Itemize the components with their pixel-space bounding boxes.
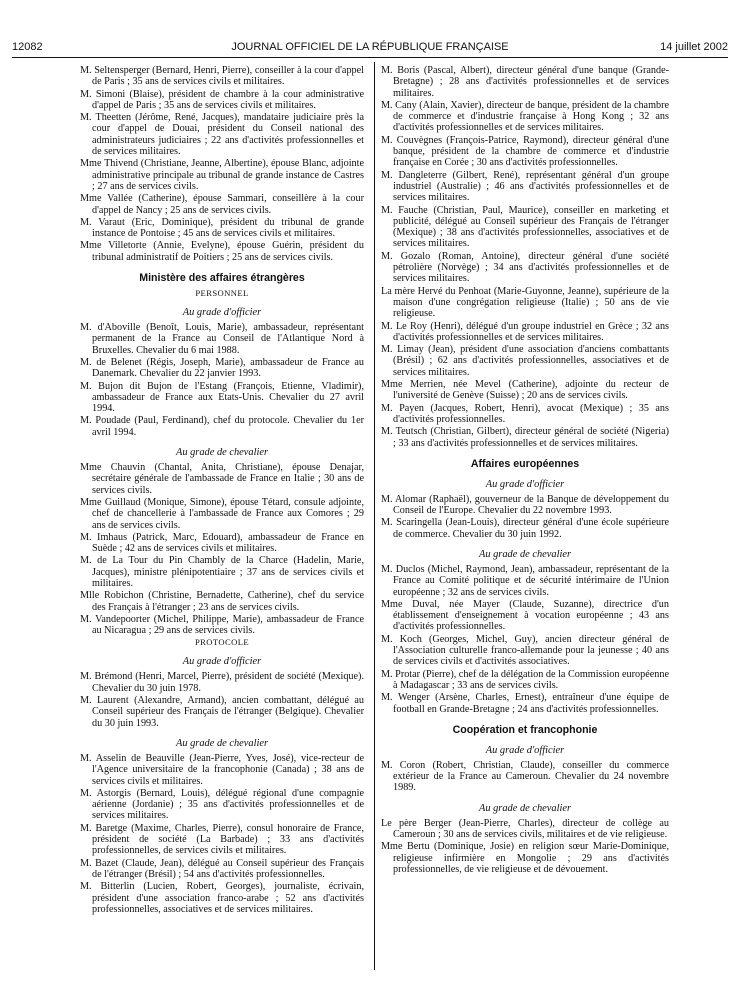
honoree-entry: Mme Merrien, née Mevel (Catherine), adjointe du recteur de l'université de Genève (Suisse) ; 20 ans de services civils. — [381, 379, 669, 402]
grade-heading: Au grade d'officier — [182, 656, 262, 668]
honoree-entry: M. Duclos (Michel, Raymond, Jean), ambassadeur, représentant de la France au Comité politique et de sécurité intérimaire de l'Union européenne ; 32 ans de services civils. — [381, 563, 669, 598]
honoree-entry: M. Imhaus (Patrick, Marc, Edouard), ambassadeur de France en Suède ; 42 ans de services civils et militaires. — [80, 531, 364, 555]
right-column — [381, 65, 669, 876]
honoree-entry: M. Vandepoorter (Michel, Philippe, Marie), ambassadeur de France au Nicaragua ; 29 ans de services civils. — [80, 613, 364, 637]
journal-title: JOURNAL OFFICIEL DE LA RÉPUBLIQUE FRANÇAISE — [231, 41, 509, 53]
honoree-entry: Mme Thivend (Christiane, Jeanne, Albertine), épouse Blanc, adjointe administrative principale au tribunal de grande instance de Castres ; 27 ans de services civils. — [80, 158, 364, 192]
honoree-entry: M. Payen (Jacques, Robert, Henri), avocat (Mexique) ; 35 ans d'activités professionnelles. — [381, 402, 669, 425]
honoree-entry: M. Seltensperger (Bernard, Henri, Pierre), conseiller à la cour d'appel de Paris ; 35 ans de services civils et militaires. — [80, 65, 364, 88]
honoree-entry: M. de La Tour du Pin Chambly de la Charce (Hadelin, Marie, Jacques), ministre plénipotentiaire ; 37 ans de services civils et militaires. — [80, 555, 364, 589]
honoree-entry: Le père Berger (Jean-Pierre, Charles), directeur de collège au Cameroun ; 30 ans de services civils, militaires et de vie religieuse. — [381, 817, 669, 841]
honoree-entry: M. Poudade (Paul, Ferdinand), chef du protocole. Chevalier du 1er avril 1994. — [80, 415, 364, 438]
left-column — [80, 65, 364, 916]
page-number: 12082 — [12, 41, 43, 53]
grade-heading: Au grade de chevalier — [175, 447, 269, 459]
honoree-entry: Mme Guillaud (Monique, Simone), épouse Tétard, consule adjointe, chef de chancellerie à l'ambassade de France aux Comores ; 29 ans de services civils. — [80, 496, 364, 531]
honoree-entry: M. Brémond (Henri, Marcel, Pierre), président de société (Mexique). Chevalier du 30 juin 1978. — [80, 671, 364, 694]
header-rule — [12, 57, 728, 58]
honoree-entry: M. Koch (Georges, Michel, Guy), ancien directeur général de l'Association culturelle franco-allemande pour la jeunesse ; 40 ans de services civils et d'activités associatives. — [381, 633, 669, 668]
honoree-entry: M. Le Roy (Henri), délégué d'un groupe industriel en Grèce ; 32 ans d'activités professionnelles et de services militaires. — [381, 320, 669, 343]
honoree-entry: M. Laurent (Alexandre, Armand), ancien combattant, délégué au Conseil supérieur des Français de l'étranger (Belgique). Chevalier du 30 juin 1993. — [80, 695, 364, 729]
honoree-entry: Mme Vallée (Catherine), épouse Sammari, conseillère à la cour d'appel de Nancy ; 25 ans de services civils. — [80, 193, 364, 216]
subsection-heading: PERSONNEL — [195, 288, 249, 299]
honoree-entry: M. Bujon dit Bujon de l'Estang (François, Etienne, Vladimir), ambassadeur de France aux Etats-Unis. Chevalier du 27 avril 1994. — [80, 380, 364, 415]
grade-heading: Au grade d'officier — [485, 478, 565, 490]
section-heading: Affaires européennes — [470, 457, 580, 470]
page-header — [12, 41, 728, 55]
honoree-entry: Mme Villetorte (Annie, Evelyne), épouse Guérin, président du tribunal administratif de Poitiers ; 25 ans de services civils. — [80, 240, 364, 263]
column-divider — [374, 62, 375, 970]
grade-heading: Au grade de chevalier — [478, 802, 572, 814]
honoree-entry: Mme Duval, née Mayer (Claude, Suzanne), directrice d'un établissement d'enseignement à vocation européenne ; 43 ans d'activités professionnelles. — [381, 598, 669, 633]
honoree-entry: M. Boris (Pascal, Albert), directeur général d'une banque (Grande-Bretagne) ; 28 ans d'activités professionnelles et de services militaires. — [381, 65, 669, 99]
honoree-entry: Mlle Robichon (Christine, Bernadette, Catherine), chef du service des Français à l'étranger ; 23 ans de services civils. — [80, 590, 364, 613]
honoree-entry: La mère Hervé du Penhoat (Marie-Guyonne, Jeanne), supérieure de la maison d'une congrégation religieuse (Italie) ; 50 ans de vie religieuse. — [381, 285, 669, 320]
honoree-entry: M. Wenger (Arsène, Charles, Ernest), entraîneur d'une équipe de football en Grande-Bretagne ; 24 ans d'activités professionnelles. — [381, 692, 669, 715]
subsection-heading: PROTOCOLE — [194, 637, 250, 648]
grade-heading: Au grade d'officier — [182, 307, 262, 319]
section-heading: Coopération et francophonie — [452, 723, 598, 736]
honoree-entry: M. Coron (Robert, Christian, Claude), conseiller du commerce extérieur de la France au Cameroun. Chevalier du 24 novembre 1989. — [381, 759, 669, 794]
honoree-entry: M. Alomar (Raphaël), gouverneur de la Banque de développement du Conseil de l'Europe. Chevalier du 22 novembre 1993. — [381, 493, 669, 517]
honoree-entry: M. de Belenet (Régis, Joseph, Marie), ambassadeur de France au Danemark. Chevalier du 22 janvier 1993. — [80, 356, 364, 380]
honoree-entry: M. Dangleterre (Gilbert, René), représentant général d'un groupe industriel (Australie) ; 46 ans d'activités professionnelles et de services militaires. — [381, 169, 669, 204]
section-heading: Ministère des affaires étrangères — [139, 272, 305, 285]
honoree-entry: M. Gozalo (Roman, Antoine), directeur général d'une société pétrolière (Norvège) ; 34 ans d'activités professionnelles et de services militaires. — [381, 250, 669, 285]
honoree-entry: M. Baretge (Maxime, Charles, Pierre), consul honoraire de France, président de société (La Barbade) ; 33 ans d'activités professionnelles, de services civils et militaires. — [80, 822, 364, 857]
grade-heading: Au grade de chevalier — [478, 548, 572, 560]
honoree-entry: M. Fauche (Christian, Paul, Maurice), conseiller en marketing et publicité, délégué au Conseil supérieur des Français de l'étranger (Mexique) ; 38 ans d'activités professionnelles, associatives et de services militaires. — [381, 204, 669, 250]
honoree-entry: M. Theetten (Jérôme, René, Jacques), mandataire judiciaire près la cour d'appel de Douai, président du Conseil national des administrateurs judiciaires ; 22 ans d'activités professionnelles et de services militaires. — [80, 112, 364, 158]
honoree-entry: Mme Bertu (Dominique, Josie) en religion sœur Marie-Dominique, religieuse infirmière en Mongolie ; 29 ans d'activités professionnelles, de vie religieuse et de dévouement. — [381, 841, 669, 875]
honoree-entry: M. Couvègnes (François-Patrice, Raymond), directeur général d'une banque, président de la chambre de commerce et d'industrie française en Corée ; 30 ans d'activités professionnelles. — [381, 134, 669, 169]
honoree-entry: M. Asselin de Beauville (Jean-Pierre, Yves, José), vice-recteur de l'Agence universitaire de la francophonie (Canada) ; 38 ans de services civils et militaires. — [80, 752, 364, 787]
honoree-entry: M. Scaringella (Jean-Louis), directeur général d'une école supérieure de commerce. Chevalier du 30 juin 1992. — [381, 517, 669, 540]
honoree-entry: M. Bitterlin (Lucien, Robert, Georges), journaliste, écrivain, président d'une association franco-arabe ; 52 ans d'activités professionnelles, associatives et de services militaires. — [80, 881, 364, 915]
honoree-entry: M. Varaut (Eric, Dominique), président du tribunal de grande instance de Pontoise ; 45 ans de services civils et militaires. — [80, 216, 364, 240]
honoree-entry: M. Teutsch (Christian, Gilbert), directeur général de société (Nigeria) ; 33 ans d'activités professionnelles et de services militaires. — [381, 426, 669, 449]
honoree-entry: M. Limay (Jean), président d'une association d'anciens combattants (Brésil) ; 62 ans d'activités professionnelles, associatives et de services militaires. — [381, 344, 669, 378]
publication-date: 14 juillet 2002 — [660, 41, 728, 53]
honoree-entry: M. Protar (Pierre), chef de la délégation de la Commission européenne à Madagascar ; 33 ans de services civils. — [381, 668, 669, 691]
honoree-entry: M. Simoni (Blaise), président de chambre à la cour administrative d'appel de Paris ; 35 ans de services civils et militaires. — [80, 88, 364, 111]
honoree-entry: M. Cany (Alain, Xavier), directeur de banque, président de la chambre de commerce et d'industrie française à Hong Kong ; 32 ans d'activités professionnelles et de services militaires. — [381, 99, 669, 134]
honoree-entry: M. Bazet (Claude, Jean), délégué au Conseil supérieur des Français de l'étranger (Brésil) ; 54 ans d'activités professionnelles. — [80, 857, 364, 880]
honoree-entry: Mme Chauvin (Chantal, Anita, Christiane), épouse Denajar, secrétaire générale de l'ambassade de France en Italie ; 30 ans de services civils. — [80, 462, 364, 496]
grade-heading: Au grade de chevalier — [175, 737, 269, 749]
honoree-entry: M. Astorgis (Bernard, Louis), délégué régional d'une compagnie aérienne (Jordanie) ; 35 ans d'activités professionnelles et de services militaires. — [80, 787, 364, 822]
honoree-entry: M. d'Aboville (Benoît, Louis, Marie), ambassadeur, représentant permanent de la France au Conseil de l'Atlantique Nord à Bruxelles. Chevalier du 6 mai 1988. — [80, 322, 364, 356]
grade-heading: Au grade d'officier — [485, 744, 565, 756]
